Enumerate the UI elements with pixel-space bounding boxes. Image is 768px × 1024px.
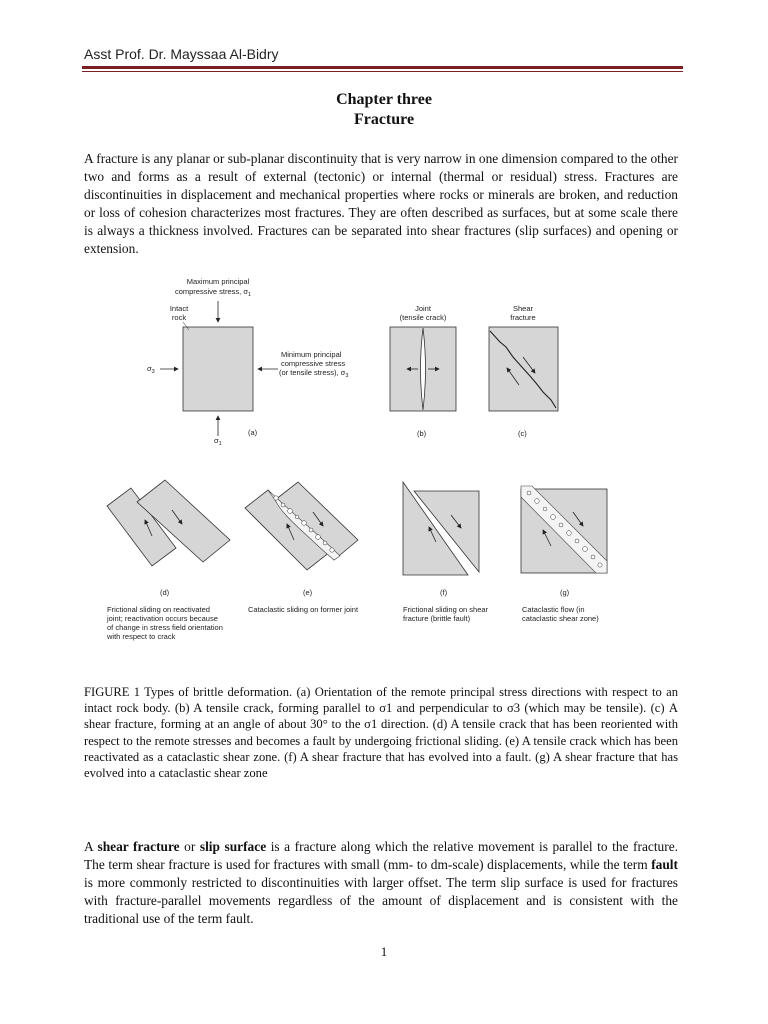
- shear-fracture-paragraph: [84, 838, 678, 928]
- joint-label-2: (tensile crack): [399, 313, 447, 322]
- panel-g-label: (g): [560, 588, 570, 597]
- sigma3-sub: 3: [151, 369, 155, 375]
- max-stress-label-2: compressive stress, σ: [174, 287, 248, 296]
- panel-d: [106, 480, 230, 641]
- panel-f: [403, 482, 489, 623]
- shear-bold-1: shear fracture: [97, 839, 180, 854]
- min-stress-sub: 3: [345, 373, 349, 379]
- d-desc-2: joint; reactivation occurs because: [107, 614, 218, 623]
- sigma3-symbol: σ: [147, 364, 152, 373]
- panel-e: [245, 482, 359, 614]
- page-number: 1: [380, 944, 388, 959]
- sigma1-symbol: σ: [214, 436, 219, 445]
- max-stress-sub: 1: [247, 292, 252, 298]
- svg-text:σ1: [214, 436, 222, 447]
- shear-label-2: fracture: [510, 313, 536, 322]
- panel-f-label: (f): [440, 588, 448, 597]
- min-stress-label-1: Minimum principal: [281, 350, 342, 359]
- intact-label-1: Intact: [169, 304, 189, 313]
- panel-g: [521, 486, 607, 623]
- page-header-author: Asst Prof. Dr. Mayssaa Al-Bidry: [84, 46, 279, 62]
- panel-c: [489, 304, 558, 438]
- sigma1-sub: 1: [218, 441, 222, 447]
- svg-text:(or tensile stress), σ3: [279, 368, 348, 379]
- panel-d-label: (d): [160, 588, 170, 597]
- panel-b: [390, 304, 456, 438]
- g-desc-1: Cataclastic flow (in: [522, 605, 585, 614]
- f-desc-1: Frictional sliding on shear: [403, 605, 489, 614]
- min-stress-label-2: compressive stress: [281, 359, 346, 368]
- shear-text-2: or: [179, 839, 200, 854]
- svg-text:σ3: [147, 364, 155, 375]
- panel-a-label: (a): [248, 428, 258, 437]
- g-desc-2: cataclastic shear zone): [522, 614, 599, 623]
- intact-label-2: rock: [171, 313, 187, 322]
- panel-a: [147, 277, 348, 447]
- intro-paragraph: A fracture is any planar or sub-planar discontinuity that is very narrow in one dimension compared to the other two and forms as a result of external (tectonic) or internal (thermal or residual) stress. Fractures are discontinuities in displacement and mechanical properties where rocks or minerals are broken, and reduction or loss of cohesion characterizes most fractures. They are often described as surfaces, but at some scale there is always a thickness involved. Fractures can be separated into shear fractures (slip surfaces) and opening or extension.: [84, 151, 678, 256]
- d-desc-1: Frictional sliding on reactivated: [107, 605, 210, 614]
- shear-text-3: is a fracture along which the relative movement is parallel to the fracture. The term shear fracture is used for fractures with small (mm- to dm-scale) displacements, while the term: [84, 839, 678, 872]
- shear-bold-3: fault: [651, 857, 678, 872]
- shear-text-1: A: [84, 839, 98, 854]
- intact-rock-block: [183, 327, 253, 411]
- figure-caption: FIGURE 1 Types of brittle deformation. (a) Orientation of the remote principal stress directions with respect to an intact rock body. (b) A tensile crack, forming parallel to σ1 and perpendicular to σ3 (which may be tensile). (c) A shear fracture, forming at an angle of about 30° to the σ1 direction. (d) A tensile crack that has been reoriented with respect to the remote stresses and becomes a fault by undergoing frictional sliding. (e) A tensile crack which has been reactivated as a cataclastic shear zone. (f) A shear fracture that has evolved into a fault. (g) A shear fracture that has evolved into a cataclastic shear zone: [84, 685, 678, 781]
- d-desc-4: with respect to crack: [107, 632, 176, 641]
- chapter-subtitle: Fracture: [353, 111, 415, 128]
- f-desc-2: fracture (brittle fault): [403, 614, 471, 623]
- shear-bold-2: slip surface: [199, 839, 267, 854]
- shear-label-1: Shear: [512, 304, 534, 313]
- panel-c-label: (c): [518, 429, 527, 438]
- panel-b-label: (b): [417, 429, 427, 438]
- d-desc-3: of change in stress field orientation: [107, 623, 223, 632]
- max-stress-label-1: Maximum principal: [186, 277, 250, 286]
- panel-e-label: (e): [303, 588, 313, 597]
- e-desc-1: Cataclastic sliding on former joint: [248, 605, 359, 614]
- min-stress-label-3: (or tensile stress), σ: [279, 368, 346, 377]
- joint-label-1: Joint: [415, 304, 431, 313]
- shear-text-4: is more commonly restricted to discontinuities with larger offset. The term slip surface is used for fractures with fracture-parallel movements regardless of the amount of displacement and is consistent with the traditional use of the term fault.: [84, 875, 678, 926]
- svg-text:compressive stress, σ1: [175, 287, 251, 298]
- chapter-title: Chapter three: [336, 91, 432, 108]
